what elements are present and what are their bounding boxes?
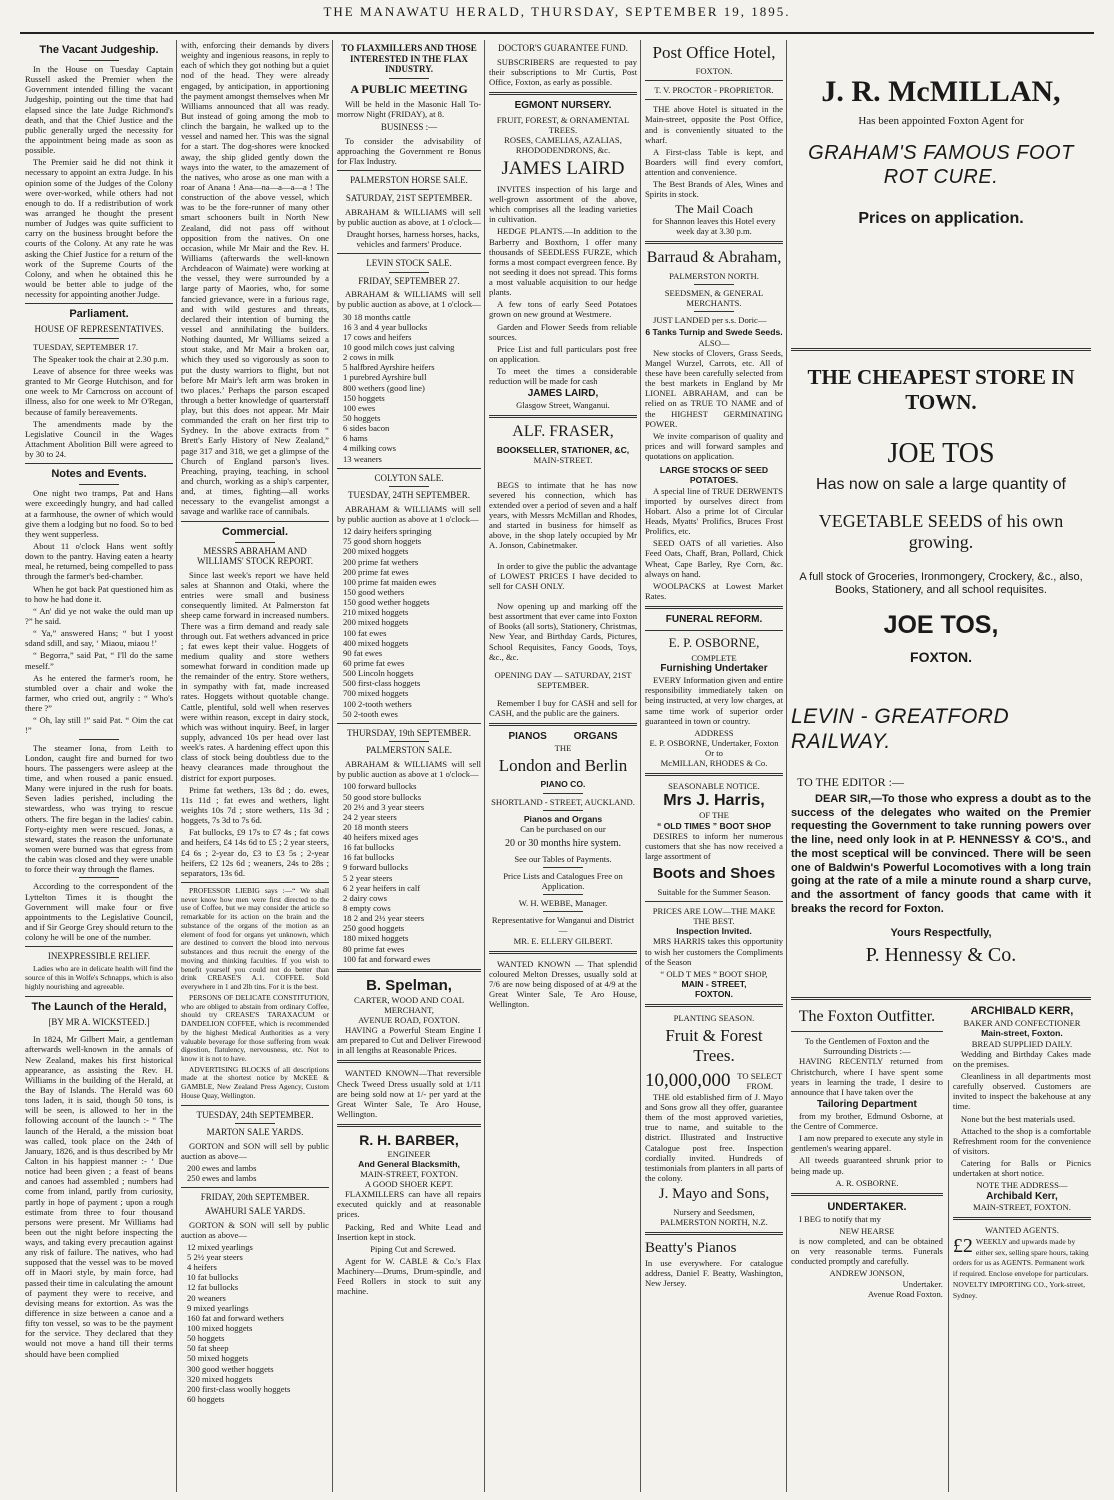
beatty-title: Beatty's Pianos [645,1240,737,1257]
agents-title: WANTED AGENTS. [984,1225,1059,1236]
pianos-the: THE [554,743,572,754]
egmont-sub: FRUIT, FOREST, & ORNAMENTAL TREES. [496,114,630,135]
list-item: 800 wethers (good line) [343,382,425,393]
agents-amount: £2 [952,1234,973,1257]
po-title: Post Office Hotel, [652,43,776,62]
list-item: 40 heifers mixed ages [343,832,419,843]
judgeship-p2: The Premier said he did not think it necessary to appoint an extra Judge. In his opinion some of the Judges of the Colony were over-worked, while others had not enough to do. If a redistribution of work was arranged he thought the present number of Judges was quite sufficient to carry on the business brought before the courts of the Colony. At any rate he was asking the Chief Justice for a return of the work of the Supreme Courts of the Colony, and when he obtained this he would be better able to judge of the necessity for appointing another Judge. [25,157,173,300]
list-item: 1 purebred Ayrshire bull [343,372,427,383]
list-item: 400 mixed hoggets [343,637,409,648]
planting: PLANTING SEASON. [673,1013,755,1024]
list-item: 50 2-tooth ewes [343,708,398,719]
list-item: 10 fat bullocks [187,1272,239,1283]
funeral-alt: McMILLAN, RHODES & Co. [660,758,768,769]
pn-horse-date: SATURDAY, 21ST SEPTEMBER. [345,192,473,203]
undertaker-address: Avenue Road Foxton. [867,1288,943,1299]
pianos-p2: 20 or 30 months hire system. [504,837,622,849]
list-item: 100 fat ewes [343,627,387,638]
tos-p2: VEGETABLE SEEDS of his own growing. [818,510,1064,553]
tos-p1: Has now on sale a large quantity of [816,475,1066,493]
fraser-name: ALF. FRASER, [512,423,614,441]
list-item: 100 2-tooth wethers [343,698,412,709]
marton-list [181,1163,329,1183]
laird-signature: JAMES LAIRD, [527,388,599,400]
agents-body [953,1236,1091,1302]
pianos-sub: Pianos and Organs [523,813,603,824]
awahuri-p: GORTON & SON will sell by public auction as above— [181,1219,329,1240]
list-item: 9 mixed yearlings [187,1302,249,1313]
laird-name: JAMES LAIRD [501,158,625,180]
column-4 [486,40,640,1492]
masthead-rule [20,32,1094,34]
list-item: 50 mixed hoggets [187,1353,249,1364]
laird-p3: A few tons of early Seed Potatoes grown on new ground at Westmere. [489,299,637,320]
spelman-p: HAVING a Powerful Steam Engine I am prepared to Cut and Deliver Firewood in all lengths at Reasonable Prices. [337,1025,481,1056]
list-item: 250 good hoggets [343,923,405,934]
laird-p5: Price List and full particulars post free on application. [489,343,637,365]
list-item: 4 milking cows [343,443,396,454]
undertaker-hearse: NEW HEARSE [839,1225,895,1236]
meeting-title: A PUBLIC MEETING [350,81,468,96]
pianos-p1: Can be purchased on our [520,823,606,834]
pn-p: ABRAHAM & WILLIAMS will sell by public auction as above at 1 o'clock— [337,759,481,780]
tos-name: JOE TOS [887,437,995,469]
undertaker-p2: is now completed, and can be obtained on very reasonable terms. Funerals conducted promptly and carefully. [791,1236,943,1267]
list-item: 700 mixed hoggets [343,688,409,699]
column-6 [788,40,1094,1492]
levin-p: ABRAHAM & WILLIAMS will sell by public auction as above, at 1 o'clock— [337,289,481,310]
outfitter-p2: HAVING RECENTLY returned from Christchurch, where I have spent some years in learning the trade, I desire to announce that I have taken over the [791,1056,943,1097]
harris-boots: Boots and Shoes [652,865,776,883]
list-item: 2 dairy cows [343,892,387,903]
pn-title: PALMERSTON SALE. [365,745,453,756]
delicate-ad: PERSONS OF DELICATE CONSTITUTION, who are obliged to abstain from ordinary Coffee, should try CREASE'S TARAXACUM or DANDELION COFFEE, which is recommended by the highest Medical Authorities as a very valuable beverage for those suffering from weak digestion, flatulency, nervousness, etc. Not to know it is not to have. [181,992,329,1063]
funeral-or: Or to [705,748,723,759]
funeral-address-label: ADDRESS [694,727,734,738]
tos-cheapest: THE CHEAPEST STORE IN TOWN. [807,365,1075,415]
list-item: 250 ewes and lambs [187,1173,257,1184]
list-item: 5 halfbred Ayrshire heifers [343,362,435,373]
list-item: 5 2 year steers [343,872,393,883]
list-item: 18 2 and 2½ year steers [343,913,425,924]
pianos-manager: W. H. WEBBE, Manager. [518,898,608,909]
list-item: 100 forward bullocks [343,781,417,792]
barber-address: MAIN-STREET, FOXTON. [360,1168,458,1179]
kerr-p2: Cleanliness in all departments most carefully observed. Customers are invited to inspect the bakehouse at any time. [952,1070,1091,1112]
column-2 [178,40,332,1492]
list-item: 6 sides bacon [343,423,390,434]
list-item: 210 mixed hoggets [343,607,409,618]
launch-byline: [BY MR A. WICKSTEED.] [48,1016,150,1027]
harris-of: OF THE [699,810,729,821]
mayo-name: J. Mayo and Sons, [658,1186,770,1203]
harris-p4: MRS HARRIS takes this opportunity to wish her customers the Compliments of the Season [645,936,783,967]
barber-p4: Agent for W. CABLE & Co.'s Flax Machinery—Drums, Drum-spindle, and Feed Rollers in stock to suit any machine. [337,1256,481,1297]
list-item: 150 good wethers [343,587,405,598]
egmont-flowers: ROSES, CAMELIAS, AZALIAS, RHODODENDRONS, &c. [504,135,622,156]
list-item: 300 good wether hoggets [187,1363,274,1374]
relief-title: INEXPRESSIBLE RELIEF. [47,951,151,962]
undertaker-title: UNDERTAKER. [827,1200,907,1213]
pianos-co: PIANO CO. [540,779,586,790]
list-item: 75 good shorn hoggets [343,536,422,547]
barraud-p4: We invite comparison of quality and prices and will forward samples and quotations on application. [645,430,783,462]
mcmillan-product: GRAHAM'S FAMOUS FOOT ROT CURE. [808,142,1074,188]
barraud-p7: WOOLPACKS at Lowest Market Rates. [645,580,783,601]
levin-list [337,312,481,464]
letter-yours: Yours Respectfully, [890,926,992,939]
list-item: 16 fat bullocks [343,852,395,863]
kerr-p4: Attached to the shop is a comfortable Refreshment room for the convenience of visitors. [952,1125,1091,1156]
barraud-p6: SEED OATS of all varieties. Also Feed Oats, Chaff, Bran, Pollard, Chick Wheat, Cape Barley, Rye Corn, &c. always on hand. [645,538,783,579]
fraser-p3: Now opening up and marking off the best assortment that ever came into Foxton of Books (all sorts), Stationery, Christmas, New Year, and Birthday Cards, Pictures, School Requisites, Fancy Goods, Toys, &c., &c. [489,600,637,662]
tos-p3: A full stock of Groceries, Ironmongery, Crockery, &c., also, Books, Stationery, and all school requisites. [799,571,1083,597]
list-item: 50 hoggets [187,1333,225,1344]
judgeship-p1: In the House on Tuesday Captain Russell asked the Premier when the Government intended filling the vacant Judgeship, pointing out the time that had elapsed since the late Judge Richmond's death, and that the Chief Justice and the public generally urged the necessity for the appointment being made as soon as possible. [25,63,173,156]
commercial-subtitle: MESSRS ABRAHAM AND WILLIAMS' STOCK REPORT. [196,545,313,567]
parliament-p3: Leave of absence for three weeks was granted to Mr George Hutchison, and for one week to Mr Carncross on account of illness, also for one week to Mr O'Regan, because of family bereavements. [25,366,173,417]
list-item: 160 fat and forward wethers [187,1312,284,1323]
fraser-trade: BOOKSELLER, STATIONER, &C, [496,445,630,456]
barraud-title: Barraud & Abraham, [646,249,782,267]
list-item: 200 prime fat ewes [343,566,409,577]
pn-date: THURSDAY, 19th SEPTEMBER. [346,727,472,738]
list-item: 180 mixed hoggets [343,933,409,944]
outfitter-title: The Foxton Outfitter. [798,1008,936,1026]
list-item: 16 fat bullocks [343,842,395,853]
parliament-date: TUESDAY, SEPTEMBER 17. [33,341,139,352]
business-label: BUSINESS :— [380,122,438,133]
list-item: 10 good milch cows just calving [343,342,455,352]
list-item: 90 fat ewes [343,647,383,658]
commercial-p2: Prime fat wethers, 13s 8d ; do. ewes, 11s 11d ; fat ewes and wethers, light weights 10s 7d ; store wethers, 11s 3d ; hoggets, 7s 3d to 7s 6d. [181,784,329,826]
list-item: 500 Lincoln hoggets [343,668,414,679]
pianos-p3: See our Tables of Payments. [514,853,612,864]
list-item: 8 empty cows [343,903,391,914]
fraser-p4: Remember I buy for CASH and sell for CASH, and the public are the gainers. [489,698,637,719]
awahuri-list [181,1242,329,1404]
harris-shop: “ OLD TIMES ” BOOT SHOP [656,820,772,831]
funeral-name: E. P. OSBORNE, [668,634,760,650]
outfitter-p3: from my brother, Edmund Osborne, at the Centre of Commerce. [791,1110,943,1131]
pn-horse-items: Draught horses, harness horses, hacks, vehicles and farmers' Produce. [346,228,480,249]
list-item: 50 fat sheep [187,1343,229,1354]
outfitter-dept: Tailoring Department [817,1099,917,1110]
list-item: 150 good wether hoggets [343,597,430,608]
pn-horse-p: ABRAHAM & WILLIAMS will sell by public auction as above, at 1 o'clock— [337,206,481,227]
barraud-trade: SEEDSMEN, & GENERAL MERCHANTS. [664,288,764,309]
list-item: 100 ewes [343,402,376,413]
fraser-p1: BEGS to intimate that he has now severed his connection, which has extended over a period of seven and a half years, with Messrs McMillan and Rhodes, and started in business for himself as above, in the shop lately occupied by Mr A. Jonson, Cabinetmaker. [489,479,637,551]
blocks-ad: ADVERTISING BLOCKS of all descriptions made at the shortest notice by McKEE & GAMBLE, New Zealand Press Agency, Custom House Quay, Wellington. [181,1064,329,1100]
column-rule [332,40,333,1492]
barber-shoer: A GOOD SHOER KEPT. [364,1179,454,1190]
undertaker-signature: ANDREW JONSON, [829,1268,905,1279]
column-rule [176,40,177,1492]
notes-p7: As he entered the farmer's room, he stumbled over a chair and woke the farmer, who cried out, angrily : “ Who's there ?” [25,672,173,714]
barraud-p2: 6 Tanks Turnip and Swede Seeds. [645,327,783,338]
list-item: 500 first-class hoggets [343,678,421,689]
notes-p1: One night two tramps, Pat and Hans were exceedingly hungry, and had called at a farmhouse, the owner of which would give them a lodging but no food. So to bed they went supperless. [25,488,173,539]
fraser-p2: In order to give the public the advantage of LOWEST PRICES I have decided to sell for CASH ONLY. [489,560,637,591]
barber-name: R. H. BARBER, [359,1132,459,1149]
list-item: 5 2½ year steers [187,1252,243,1263]
po-proprietor: T. V. PROCTOR - PROPRIETOR. [654,85,774,96]
mayo-select: TO SELECT FROM. [737,1070,783,1091]
list-item: 20 18 month steers [343,821,409,832]
fraser-opening: OPENING DAY — SATURDAY, 21ST SEPTEMBER. [494,669,632,690]
launch-p1: In 1824, Mr Gilbert Mair, a gentleman afterwards well-known in the annals of New Zealand, makes his first historical appearance, as assisting the Rev. H. Williams in the building of the Herald, at the Bay of Islands. The Herald was 60 tons laden, it is said, though 50 tons, is will be seen, is allowed to her in the following account of the launch :- “ The launch of the Herald, a the mission boat was called, took place on the 24th of January, 1826, and is thus described by Mr Calton in his happiest manner :- ‘ Due notice had been given ; a feast of beans and canoes had assembled ; numbers had come from inland, partly from curiosity, partly in hope of payment ; upon a rough estimate from three to four thousand persons were present. Mr Williams had been out the night before inspecting the ways, and taking every precaution against any risk of failure. The natives, who had supposed that the vessel was to be moved off in Maori style, by main force, had passed their time in calculating the amount of payment they were to receive, and devising means for extortion. As was the difference in size between a canoe and a fifty ton vessel, so was to be the payment for the service. They declared that they would not move a hand till their terms should have been complied [25,1034,173,1359]
barraud-potato: LARGE STOCKS OF SEED POTATOES. [659,465,769,486]
list-item: 6 2 year heifers in calf [343,882,421,893]
kerr-bread: BREAD SUPPLIED DAILY. [971,1038,1073,1049]
judgeship-title: The Vacant Judgeship. [39,44,159,56]
parliament-p2: The Speaker took the chair at 2.30 p.m. [33,353,169,364]
laird-p1: INVITES inspection of his large and well-grown assortment of the above, which comprises all the leading varieties in cultivation. [489,183,637,225]
laird-p2: HEDGE PLANTS.—In addition to the Barberry and Boxthorn, I offer many thousands of SEEDLESS FURZE, which forms a most compact evergreen fence. By not seeding it does not spread. This forms a most valuable acquisition to our hedge plants. [489,226,637,298]
flax-title: TO FLAXMILLERS AND THOSE INTERESTED IN THE FLAX INDUSTRY. [341,43,477,75]
funeral-title: FUNERAL REFORM. [665,614,763,626]
coach-p: for Shannon leaves this Hotel every week day at 3.30 p.m. [652,215,776,236]
egmont-title: EGMONT NURSERY. [514,100,612,112]
harris-name: Mrs J. Harris, [663,791,765,809]
kerr-note: NOTE THE ADDRESS— [976,1180,1068,1191]
list-item: 12 fat bullocks [187,1282,239,1293]
list-item: 100 mixed hoggets [187,1323,253,1334]
list-item: 6 hams [343,433,368,444]
house-title: HOUSE OF REPRESENTATIVES. [34,324,164,335]
seasonable: SEASONABLE NOTICE. [668,781,760,792]
pianos-p4: Price Lists and Catalogues Free on Application. [503,870,623,891]
parliament-p4: The amendments made by the Legislative Council in the Wages Attachment Abolition Bill were agreed to by 30 to 24. [25,418,173,460]
mayo-number: 10,000,000 [645,1069,731,1091]
kerr-p1: Wedding and Birthday Cakes made on the premises. [952,1048,1091,1069]
meeting-p: Will be held in the Masonic Hall To-morrow Night (FRIDAY), at 8. [337,98,481,120]
bottom-left-ads [791,1005,947,1301]
barraud-also: ALSO— [698,337,730,348]
undertaker-role: Undertaker. [902,1278,943,1289]
column-rule [786,40,787,1492]
kerr-address2: MAIN-STREET, FOXTON. [973,1202,1071,1213]
letter-body: DEAR SIR,—To those who express a doubt as to the success of the delegates who waited on the Premier requesting the Government to take running powers over the line, need only look in at P. HENNESSY & CO'S., and the most sceptical will be convinced. There will be seen one of Baldwin's Powerful Locomotives with a long train going at the rate of a mile a minute round a sharp curve, and the assortment of fancy goods that came with it breaks the record for Foxton. [791,792,1091,915]
pianos-rep: Representative for Wanganui and District— [491,915,635,936]
harris-addr3: FOXTON. [694,989,734,1000]
harris-inv: Inspection Invited. [676,926,752,937]
column-3 [334,40,484,1492]
pianos-address: SHORTLAND - STREET, AUCKLAND. [491,796,635,807]
column-5 [642,40,786,1492]
kerr-p5: Catering for Balls or Picnics undertaken at short notice. [952,1158,1091,1179]
outfitter-p4: I am now prepared to execute any style in gentlemen's wearing apparel. [791,1133,943,1154]
column-rule [484,40,485,1492]
outfitter-p1: To the Gentlemen of Foxton and the Surrounding Districts :— [804,1036,930,1057]
notes-p10: According to the correspondent of the Lyttelton Times it is thought the Government will make four or five appointments to the Legislative Council, and if Sir George Grey should return to the colony he will be one of the number. [25,881,173,943]
list-item: 17 cows and heifers [343,331,412,342]
mcmillan-p: Has been appointed Foxton Agent for [858,115,1024,128]
pn-horse-title: PALMERSTON HORSE SALE. [350,175,468,186]
notes-p9: The steamer Iona, from Leith to London, caught fire and burned for two hours. The passengers were asleep at the time, and when roused a panic ensued. Many were injured in the rush for boats. Seven ladies perished, including the stewardess, who was trying to rescue others. The fire began in the ladies' cabin. Forty-eighty men were rescued. Jonas, a steward, states the reason the unfortunate women were burned was that egress from the cabin was closed and they were unable to force their way through the flames. [25,742,173,875]
wanted-tweed: WANTED KNOWN—That reversible Check Tweed Dress usually sold at 1/11 are being sold now at 1/- per yard at the Great Winter Sale, Te Aro House, Wellington. [337,1068,481,1119]
marton-p: GORTON and SON will sell by public auction as above— [181,1140,329,1161]
barraud-p5: A special line of TRUE DERWENTS imported by ourselves direct from Hobart. Also a prime lot of Circular Heads, Myatts' Prolifics, Bruces Frost Prolifics, etc. [645,485,783,537]
marton-date: TUESDAY, 24th SEPTEMBER. [196,1109,314,1120]
harris-p3: PRICES ARE LOW—THE MAKE THE BEST. [652,906,776,927]
pn-list [337,781,481,964]
barber-p1: FLAXMILLERS can have all repairs executed quickly and at reasonable prices. [337,1189,481,1220]
list-item: 200 first-class woolly hoggets [187,1383,291,1394]
barber-sub: And General Blacksmith, [358,1158,460,1169]
harris-addr1: “ OLD T MES ” BOOT SHOP, [660,968,768,979]
coach-title: The Mail Coach [675,201,753,216]
list-item: 60 prime fat ewes [343,658,405,669]
barraud-p3: New stocks of Clovers, Grass Seeds, Mangel Wurzel, Carrots, etc. All of these have been carefully selected from the best markets in England by Mr LIONEL ABRAHAM, and can be relied on as TRUE TO NAME and of the HIGHEST GERMINATING POWER. [645,347,783,429]
po-p2: A First-class Table is kept, and Boarders will find every comfort, attention and convenience. [645,146,783,178]
column-1 [22,40,176,1492]
list-item: 200 ewes and lambs [187,1163,257,1174]
pianos-title: PIANOS ORGANS [508,731,618,743]
list-item: 200 prime fat wethers [343,556,419,567]
list-item: 100 prime fat maiden ewes [343,576,437,587]
barber-p2: Packing, Red and White Lead and Insertion kept in stock. [337,1221,481,1242]
commercial-title: Commercial. [221,525,289,538]
mayo-address: PALMERSTON NORTH, N.Z. [660,1217,768,1227]
levin-title: LEVIN STOCK SALE. [366,258,452,269]
tos-town: FOXTON. [910,648,972,665]
notes-p6: “ Begorra,” said Pat, “ I'll do the same meself.” [25,650,173,671]
awahuri-title: AWAHURI SALE YARDS. [204,1206,306,1217]
undertaker-p1: I BEG to notify that my [799,1213,881,1224]
kerr-trade: BAKER AND CONFECTIONER [963,1018,1081,1029]
railway-title: LEVIN - GREATFORD RAILWAY. [791,705,1010,754]
laird-p4: Garden and Flower Seeds from reliable sources. [489,321,637,342]
mayo-number-row [645,1070,783,1092]
notes-title: Notes and Events. [51,468,147,481]
masthead: THE MANAWATU HERALD, THURSDAY, SEPTEMBER 19, 1895. [323,4,791,19]
barber-p3: Piping Cut and Screwed. [370,1243,456,1254]
list-item: 150 hoggets [343,392,385,403]
list-item: 320 mixed hoggets [187,1373,253,1384]
funeral-trade: Furnishing Undertaker [660,663,768,675]
awahuri-date: FRIDAY, 20th SEPTEMBER. [200,1192,310,1203]
pianos-name: London and Berlin [498,756,628,776]
harris-p2: Suitable for the Summer Season. [657,886,771,897]
list-item: 50 good store bullocks [343,791,422,802]
spelman-name: B. Spelman, [366,976,452,994]
levin-date: FRIDAY, SEPTEMBER 27. [358,275,460,286]
list-item: 12 dairy heifers springing [343,526,432,537]
po-p3: The Best Brands of Ales, Wines and Spirits in stock. [645,179,783,200]
outfitter-signature: A. R. OSBORNE. [835,1177,899,1188]
list-item: 200 mixed hoggets [343,617,409,628]
letter-signature: P. Hennessy & Co. [865,943,1017,966]
marton-title: MARTON SALE YARDS. [206,1127,304,1138]
kerr-title: ARCHIBALD KERR, [970,1005,1074,1018]
list-item: 2 cows in milk [343,352,394,363]
list-item: 24 2 year steers [343,811,397,822]
mcmillan-name: J. R. McMILLAN, [821,75,1061,108]
relief-p: Ladies who are in delicate health will find the source of this in Wolfe's Schnapps, which is also highly nourishing and agreeable. [25,963,173,991]
list-item: 12 mixed yearlings [187,1241,253,1252]
mayo-trade: Nursery and Seedsmen, [673,1206,755,1217]
list-item: 80 prime fat ewes [343,943,405,954]
parliament-title: Parliament. [69,308,129,321]
kerr-p3: None but the best materials used. [960,1113,1075,1124]
barber-trade: ENGINEER [387,1148,431,1159]
notes-p2: About 11 o'clock Hans went softly down to the pantry. Having eaten a hearty meal, he returned, being compelled to pass through the farmer's bed-chamber. [25,541,173,582]
laird-address: Glasgow Street, Wanganui. [516,400,610,411]
commercial-p1: Since last week's report we have held sales at Shannon and Otaki, where the entries were small and business consequently limited. At Palmerston fat sheep came forward in increased numbers. There was a firm demand and ready sale through out. Fat wethers advanced in price ; fat ewes kept their value. Hoggets of medium quality and store wethers somewhat forward in condition made up the remainder of the entry. Store wethers, in sympathy with fat, made increased rates. Hoggets without quotable change. Cattle, plentiful, sold well when reserves were within reason, except in dairy stock, which was without inquiry. Beef, in larger supply, advanced 10s per head over last week's rates. A hardening effect upon this class of stock being doubtless due to the heavy clearances made throughout the district for export purposes. [181,569,329,783]
list-item: 13 weaners [343,453,382,464]
laird-p6: To meet the times a considerable reduction will be made for cash [489,366,637,387]
mcmillan-prices: Prices on application. [858,209,1024,227]
doctor-title: DOCTOR'S GUARANTEE FUND. [498,43,628,53]
colyton-title: COLYTON SALE. [374,472,444,483]
list-item: 30 18 months cattle [343,311,411,322]
agents-p: WEEKLY and upwards made by either sex, selling spare hours, taking orders for us as AGENTS. Permanent work if required. Enclose envelope for particulars. NOVELTY IMPORTING CO., York-street, Sydney. [952,1236,1089,1301]
bottom-ads [791,1005,1091,1301]
list-item: 200 mixed hoggets [343,546,409,557]
business-p: To consider the advisability of approaching the Government re Bonus for Flax Industry. [337,135,481,167]
notes-p3: When he got back Pat questioned him as to how he had done it. [25,583,173,604]
notes-p5: “ Ya,” answered Hans; “ but I yoost sdand sdill, and say, ‘ Miaou, miaou !’ [25,628,173,649]
liebig-ad: PROFESSOR LIEBIG says :—“ We shall never know how men were first directed to the use of Coffee, but we may consider the article so remarkable for its action on the brain and the substance of the organs of the motion as an element of food for organs yet unknown, which are destined to convert the blood into nervous substances and thus recruit the energy of the moving and thinking faculties. If you wish to benefit yourself you could not do better than drink CREASE'S A.1. COFFEE. Sold everywhere in 1 and 2lb tins. For it is the best. [181,886,329,992]
list-item: 20 2½ and 3 year steers [343,801,425,812]
beatty-p: In use everywhere. For catalogue address, Daniel F. Beatty, Washington, New Jersey. [645,1257,783,1289]
wanted-melton: WANTED KNOWN — That splendid coloured Melton Dresses, usually sold at 7/6 are now being disposed of at 4/9 at the Great Winter Sale, Te Aro House, Wellington. [489,958,637,1010]
list-item: 16 3 and 4 year bullocks [343,321,428,332]
spelman-address: AVENUE ROAD, FOXTON. [358,1014,460,1025]
harris-addr2: MAIN - STREET, [681,978,747,989]
notes-p4: “ An' did ye not wake the ould man up ?” he said. [25,605,173,626]
doctor-p: SUBSCRIBERS are requested to pay their subscriptions to Mr Curtis, Post Office, Foxton, as early as possible. [489,56,637,87]
kerr-address: Main-street, Foxton. [981,1028,1063,1039]
tos-name2: JOE TOS, [883,611,999,640]
po-p1: THE above Hotel is situated in the Main-street, opposite the Post Office, and is conveniently situated to the wharf. [645,104,783,145]
editor-label: TO THE EDITOR :— [797,774,904,789]
spelman-trade: CARTER, WOOD AND COAL MERCHANT, [353,994,465,1015]
notes-p8: “ Oh, lay still !” said Pat. “ Oim the cat !” [25,715,173,736]
kerr-signature: Archibald Kerr, [986,1190,1058,1202]
pianos-rep-name: MR. E. ELLERY GILBERT. [513,935,613,946]
commercial-p3: Fat bullocks, £9 17s to £7 4s ; fat cows and heifers, £4 14s 6d to £5 ; 2 year steers, £4 6s ; 2-year do, £3 to £3 5s ; 2-year heifers, £2 12s 6d ; weaners, 24s to 28s ; separators, 13s 6d. [181,827,329,878]
mayo-p: THE old established firm of J. Mayo and Sons grow all they offer, guarantee them of the most approved varieties, true to name, and suitable to the district. Illustrated and Instructive Catalogue post free. Inspection cordially invited. Hundreds of testimonials from planters in all parts of the colony. [645,1091,783,1184]
fraser-address: MAIN-STREET. [533,455,593,466]
funeral-address: E. P. OSBORNE, Undertaker, Foxton [649,738,779,749]
list-item: 20 weaners [187,1292,226,1303]
list-item: 9 forward bullocks [343,862,408,873]
po-town: FOXTON. [695,66,733,77]
list-item: 50 hoggets [343,412,381,423]
harris-p1: DESIRES to inform her numerous customers that she has now received a large assortment of [645,830,783,862]
list-item: 4 heifers [187,1262,217,1273]
colyton-date: TUESDAY, 24TH SEPTEMBER. [347,490,471,501]
funeral-p1: EVERY Information given and entire responsibility immediately taken on being instructed, at very low charges, at same time work of superior order guaranteed in town or country. [645,675,783,726]
list-item: 100 fat and forward ewes [343,953,431,964]
funeral-complete: COMPLETE [691,653,737,664]
bottom-right-ads [947,1005,1091,1301]
colyton-p: ABRAHAM & WILLIAMS will sell by public auction as above at 1 o'clock— [337,503,481,525]
colyton-list [337,526,481,719]
barraud-p1: JUST LANDED per s.s. Doric— [653,315,767,326]
launch-title: The Launch of the Herald, [31,1000,167,1013]
barraud-town: PALMERSTON NORTH. [669,270,759,281]
list-item: 60 hoggets [187,1394,225,1405]
mayo-title: Fruit & Forest Trees. [665,1026,763,1066]
column-rule [640,40,641,1492]
launch-continued: with, enforcing their demands by divers weighty and ingenious reasons, in reply to each of which they got nothing but a quiet nod of the head. They were already engaged, by anticipation, in apportioning the payment amongst themselves when Mr Williams announced that all was ready. But instead of going among the mob to clinch the bargain, he walked up to the vessel and named her. This was the signal for a start. The dog-shores were knocked away, the ship glided gently down the ways into the water, to the amazement of the natives, who arose as one man with a roar of Anana ! Ana—na—a—a—a ! The construction of the above vessel, which was to be the fore-runner of many other smart schooners built in North New Zealand, did not pass off without opposition from the natives. On one occasion, while Mr Mair and the Rev. H. Williams (afterwards the well-known Archdeacon of Waimate) were working at the vessel, they were surrounded by a large party of Maories, who, for some fancied grievance, were in a furious rage, and with wild gestures and threats, declared their intention of burning the vessel and annihilating the builders. Nothing daunted, Mr Williams seized a stout stake, and Mr Mair a broken oar, which they used so vigorously as soon to put the dusty warriors to flight, but not before Mr Mair's left arm was broken in two places.’ Perhaps the parson escaped through a better knowledge of quarterstaff play, but this does not appear. Mr Mair commanded the craft on her first trip to Sydney. In the above extracts from “ Brett's Early History of New Zealand,” page 317 and 318, we get a glimpse of the Church of England parson's lives. Preaching, praying, teaching, in school and church, working as a ship's carpenter, and, at times, fighting—all works necessary to the evangelist amongst a savage and warlike race of cannibals. [181,40,329,517]
outfitter-p5: All tweeds guaranteed shrunk prior to being made up. [791,1155,943,1176]
